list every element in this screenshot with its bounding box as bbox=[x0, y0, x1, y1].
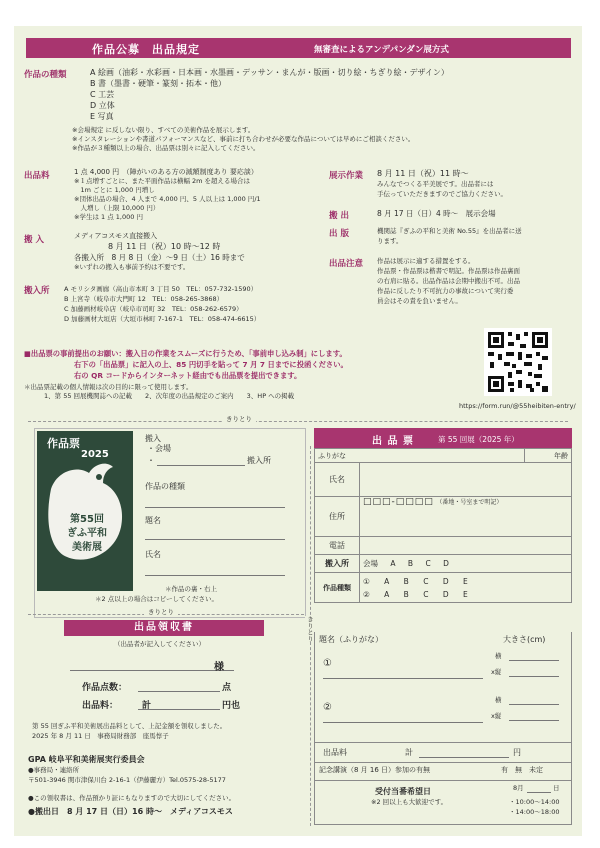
flyer-sheet bbox=[14, 26, 582, 836]
type-option[interactable]: E bbox=[463, 576, 468, 586]
phone-label: 電話 bbox=[329, 541, 345, 550]
receipt-sama: 様 bbox=[214, 662, 224, 673]
entry-fee-total: 計 bbox=[405, 748, 413, 757]
furigana-label: ふりがな bbox=[318, 451, 346, 460]
fee-line: 1m ごとに 1,000 円増し bbox=[74, 186, 155, 194]
fee-line: ※団体出品の場合、4 人まで 4,000 円、5 人以上は 1,000 円/1 bbox=[74, 195, 261, 203]
title-input-1[interactable] bbox=[323, 678, 483, 679]
name-label-cell bbox=[315, 463, 360, 497]
card-title-input[interactable] bbox=[145, 539, 285, 540]
age-cell[interactable] bbox=[525, 449, 572, 463]
committee-office: ●事務局・連絡所 bbox=[28, 766, 80, 774]
address-label: 住所 bbox=[329, 512, 345, 521]
committee-address: 〒501-3946 関市津保川台 2-16-1（伊藤麗方）Tel.0575-28-5177 bbox=[28, 776, 226, 784]
card-place-suffix: 搬入所 bbox=[247, 456, 271, 465]
age-label: 年齢 bbox=[554, 451, 568, 460]
type-option[interactable]: B bbox=[403, 589, 409, 599]
exhibit-line: 8 月 11 日（祝）11 時〜 bbox=[377, 169, 469, 178]
postal-note: （番地・号室まで明記） bbox=[436, 499, 503, 506]
caution-line: 員会はその責を負いません。 bbox=[377, 297, 462, 305]
caution-label: 出品注意 bbox=[329, 259, 364, 269]
note: ※作品が３種類以上の場合、出品票は別々に記入してください。 bbox=[72, 144, 260, 152]
lecture-label: 記念講演（8 月 16 日）参加の有無 bbox=[319, 766, 431, 774]
header-bar bbox=[26, 38, 571, 58]
delivery-label: 搬 入 bbox=[24, 235, 44, 245]
qr-code[interactable] bbox=[484, 328, 552, 396]
type-label: 作品種類 bbox=[323, 583, 351, 592]
request-block bbox=[24, 348, 348, 401]
card-event-name bbox=[61, 513, 113, 555]
card-note: ＊作品の裏・右上 bbox=[165, 585, 217, 593]
exhibit-line: 手伝っていただきますのでご協力ください。 bbox=[377, 190, 507, 198]
size-tate: x縦 bbox=[491, 668, 502, 676]
publication-lines bbox=[377, 226, 522, 246]
place-item: C 加藤画材岐阜店（岐阜市司町 32 TEL：058-262-6579） bbox=[64, 305, 243, 313]
type-row bbox=[363, 588, 568, 601]
reception-month: 8月 bbox=[513, 784, 524, 792]
caution-lines bbox=[377, 256, 520, 306]
title-size-block bbox=[314, 632, 572, 743]
type-option[interactable]: C bbox=[423, 576, 429, 586]
place-options-cell[interactable] bbox=[360, 555, 572, 573]
fee-label: 出品料 bbox=[24, 171, 50, 181]
committee-name: GPA 岐阜平和美術展実行委員会 bbox=[28, 755, 145, 764]
type-row bbox=[363, 575, 568, 588]
card-year: 2025 bbox=[81, 449, 109, 460]
removal-text: 8 月 17 日（日）4 時〜 展示会場 bbox=[377, 209, 496, 218]
receipt-note: （出品者が記入してください） bbox=[114, 640, 205, 648]
committee-removal: ●搬出日 8 月 17 日（日）16 時〜 メディアコスモス bbox=[28, 807, 233, 816]
type-item: E 写真 bbox=[90, 112, 114, 121]
receipt-fee-unit: 円也 bbox=[222, 701, 241, 711]
type-option[interactable]: D bbox=[442, 576, 449, 586]
card-place: ・ bbox=[147, 456, 155, 465]
size-yoko: 横 bbox=[495, 696, 502, 704]
card-event-line: 美術展 bbox=[72, 542, 102, 553]
caution-line: の右肩に貼る。出品作品は会期中搬出不可。出品 bbox=[377, 277, 520, 285]
type-item: D 立体 bbox=[90, 101, 115, 110]
size-yoko-input-2[interactable] bbox=[509, 704, 559, 705]
privacy-note: ＊出品票記載の個人情報は次の目的に限って使用します。 bbox=[24, 383, 193, 391]
entry-header bbox=[314, 428, 572, 448]
size-tate: x縦 bbox=[491, 712, 502, 720]
lecture-row bbox=[314, 762, 572, 781]
caution-line: 作品票・作品票は楷書で明記。作品票は作品裏面 bbox=[377, 267, 520, 275]
type-option[interactable]: A bbox=[384, 576, 390, 586]
receipt-body: 第 55 回ぎふ平和美術展出品料として、上記金額を領収しました。 bbox=[32, 722, 227, 730]
entry-fee-label: 出品料 bbox=[323, 748, 347, 757]
type-row-number: ① bbox=[363, 576, 370, 586]
receipt-fee-label: 出品料： bbox=[82, 701, 119, 711]
reception-note: ※2 回以上も大歓迎です。 bbox=[371, 798, 448, 806]
caution-line: 作品に反したり不可抗力の事故について実行委 bbox=[377, 287, 514, 295]
reception-day-input[interactable] bbox=[527, 792, 551, 793]
type-option[interactable]: D bbox=[442, 589, 449, 599]
publication-label: 出 版 bbox=[329, 229, 349, 239]
caution-line: 作品は展示に適する措置をする。 bbox=[377, 257, 475, 265]
committee-note: ●この領収書は、作品預かり証にもなりますので大切にしてください。 bbox=[28, 794, 236, 802]
reception-row bbox=[314, 780, 572, 825]
title-input-2[interactable] bbox=[323, 722, 483, 723]
type-row-number: ② bbox=[363, 589, 370, 599]
reception-time[interactable]: ・14:00〜18:00 bbox=[509, 808, 560, 816]
entry-title: 出 品 票 bbox=[372, 436, 414, 447]
receipt-count-unit: 点 bbox=[222, 683, 232, 693]
type-options-cell[interactable] bbox=[360, 573, 572, 603]
publication-line: 機関誌『ぎふの平和と美術 No.55』を出品者に送 bbox=[377, 227, 522, 235]
fee-line: 1 点 4,000 円 （障がいのある方の減額制度あり 要応談） bbox=[74, 168, 258, 176]
fee-lines bbox=[74, 168, 261, 222]
delivery-line: 各搬入所 8 月 8 日（金）〜9 日（土）16 時まで bbox=[74, 253, 245, 262]
size-label: 大きさ(cm) bbox=[503, 635, 546, 644]
types-list bbox=[90, 67, 449, 122]
phone-input-cell[interactable] bbox=[360, 537, 572, 555]
delivery-info bbox=[74, 232, 245, 272]
privacy-purposes: 1、第 55 回展機関誌への記載 2、次年度の出品規定のご案内 3、HP への掲載 bbox=[44, 392, 295, 400]
type-option[interactable]: A bbox=[384, 589, 390, 599]
card-work-type-label: 作品の種類 bbox=[145, 482, 185, 491]
places-list bbox=[64, 284, 260, 324]
card-event-line: ぎふ平和 bbox=[67, 528, 107, 539]
card-badge: 作品票 bbox=[47, 437, 80, 450]
types-notes bbox=[72, 126, 414, 153]
receipt-name-input[interactable] bbox=[70, 670, 234, 671]
card-note: ＊2 点以上の場合はコピーしてください。 bbox=[95, 595, 218, 603]
receipt-fee-input[interactable] bbox=[138, 709, 220, 710]
entry-fee-unit: 円 bbox=[513, 748, 521, 757]
places-label: 搬入所 bbox=[24, 286, 50, 296]
exhibit-label: 展示作業 bbox=[329, 171, 364, 181]
place-label-cell bbox=[315, 555, 360, 573]
delivery-line: ※いずれの搬入も事前予約は不要です。 bbox=[74, 263, 190, 271]
receipt-fee-total: 計 bbox=[142, 701, 152, 711]
card-title-label: 題名 bbox=[145, 516, 161, 525]
card-place-input[interactable] bbox=[157, 465, 245, 466]
entry-fee-input[interactable] bbox=[419, 757, 509, 758]
reception-label: 受付当番希望日 bbox=[375, 787, 431, 796]
address-label-cell bbox=[315, 497, 360, 537]
type-item: A 絵画（油彩・水彩画・日本画・水墨画・デッサン・まんが・版画・切り絵・ちぎり絵・デザイン） bbox=[90, 68, 449, 77]
lecture-options[interactable]: 有 無 未定 bbox=[501, 766, 543, 774]
work-card bbox=[34, 428, 306, 618]
request-line: 右下の「出品票」に記入の上、85 円切手を貼って 7 月 7 日までに投函ください。 bbox=[74, 360, 348, 369]
card-name-input[interactable] bbox=[145, 575, 285, 576]
card-delivery-label: 搬入 bbox=[145, 434, 161, 443]
size-tate-input-1[interactable] bbox=[509, 676, 559, 677]
entry-subtitle: 第 55 回展（2025 年） bbox=[438, 435, 519, 444]
address-input-cell[interactable] bbox=[360, 497, 572, 537]
types-label: 作品の種類 bbox=[24, 70, 67, 80]
place-option[interactable]: B bbox=[407, 559, 414, 568]
card-work-type-input[interactable] bbox=[145, 507, 285, 508]
card-event-line: 第55回 bbox=[70, 514, 104, 525]
fee-line: ※学生は 1 点 1,000 円 bbox=[74, 213, 143, 221]
phone-label-cell bbox=[315, 537, 360, 555]
place-item: B 上宮寺（岐阜市大門町 12 TEL：058-265-3868） bbox=[64, 295, 224, 303]
note: ※会場規定 に反しない限り、すべての美術作品を展示します。 bbox=[72, 126, 255, 134]
name-input-cell[interactable] bbox=[360, 463, 572, 497]
receipt-count-label: 作品点数： bbox=[82, 683, 128, 693]
side-cut-label: きりとり bbox=[306, 616, 314, 642]
request-line: ■出品票の事前提出のお願い：搬入日の作業をスムーズに行うため、「事前申し込み制」にします。 bbox=[24, 349, 347, 358]
furigana-cell[interactable] bbox=[315, 449, 525, 463]
page-subtitle: 無審査によるアンデパンダン展方式 bbox=[314, 45, 449, 55]
entry-fee-row bbox=[314, 742, 572, 763]
receipt-body: 2025 年 8 月 11 日 事務局財務部 座馬惇子 bbox=[32, 732, 169, 740]
cut-label: きりとり bbox=[222, 415, 256, 424]
type-item: C 工芸 bbox=[90, 90, 115, 99]
note: ※インスタレーションや書道パフォーマンスなど、事前に打ち合わせが必要な作品については早めにご相談ください。 bbox=[72, 135, 415, 143]
postal-boxes: □□□-□□□□ bbox=[363, 497, 434, 507]
size-yoko: 横 bbox=[495, 652, 502, 660]
title-row-1: ① bbox=[323, 658, 332, 669]
request-line: 右の QR コードからインターネット経由でも出品票を提出できます。 bbox=[74, 371, 302, 380]
qr-code-icon bbox=[484, 328, 552, 396]
place-option[interactable]: 会場 bbox=[363, 559, 378, 568]
place-item: A モリシタ画廊（高山市本町 3 丁目 50 TEL：057-732-1590） bbox=[64, 285, 258, 293]
reception-day: 日 bbox=[553, 784, 560, 792]
delivery-line: 8 月 11 日（祝）10 時〜12 時 bbox=[108, 242, 221, 251]
place-option[interactable]: D bbox=[443, 559, 449, 568]
card-logo bbox=[37, 431, 133, 591]
type-label-cell bbox=[315, 573, 360, 603]
card-venue: ・会場 bbox=[147, 444, 171, 453]
place-label: 搬入所 bbox=[325, 559, 349, 568]
cut-label: きりとり bbox=[144, 608, 178, 617]
card-name-label: 氏名 bbox=[145, 550, 161, 559]
reception-time[interactable]: ・10:00〜14:00 bbox=[509, 798, 560, 806]
fee-line: 人増し（上限 10,000 円） bbox=[74, 204, 160, 212]
exhibit-line: みんなでつくる平美展です。出品者には bbox=[377, 180, 494, 188]
type-item: B 書（墨書・硬筆・篆刻・拓本・他） bbox=[90, 79, 227, 88]
size-yoko-input-1[interactable] bbox=[509, 660, 559, 661]
title-label: 題名（ふりがな） bbox=[319, 635, 383, 644]
publication-line: ります。 bbox=[377, 237, 403, 245]
place-option[interactable]: A bbox=[390, 559, 396, 568]
title-row-2: ② bbox=[323, 702, 332, 713]
place-option[interactable]: C bbox=[425, 559, 431, 568]
receipt-count-input[interactable] bbox=[138, 691, 220, 692]
receipt-title: 出品領収書 bbox=[64, 620, 264, 636]
cut-line bbox=[28, 421, 568, 422]
size-tate-input-2[interactable] bbox=[509, 720, 559, 721]
place-item: D 加藤画材大垣店（大垣市林町 7-167-1 TEL：058-474-6615） bbox=[64, 315, 261, 323]
name-label: 氏名 bbox=[329, 475, 345, 484]
delivery-line: メディアコスモス直接搬入 bbox=[74, 232, 158, 240]
removal-label: 搬 出 bbox=[329, 211, 349, 221]
page-title: 作品公募 出品規定 bbox=[92, 43, 200, 56]
entry-form bbox=[314, 448, 572, 603]
entry-url[interactable]: https://form.run/@55heibiten-entry/ bbox=[459, 402, 576, 410]
fee-line: ※１点増すごとに、また平面作品は横幅 2m を超える場合は bbox=[74, 177, 251, 185]
type-option[interactable]: B bbox=[403, 576, 409, 586]
exhibit-lines bbox=[377, 168, 507, 199]
type-option[interactable]: E bbox=[463, 589, 468, 599]
type-option[interactable]: C bbox=[423, 589, 429, 599]
